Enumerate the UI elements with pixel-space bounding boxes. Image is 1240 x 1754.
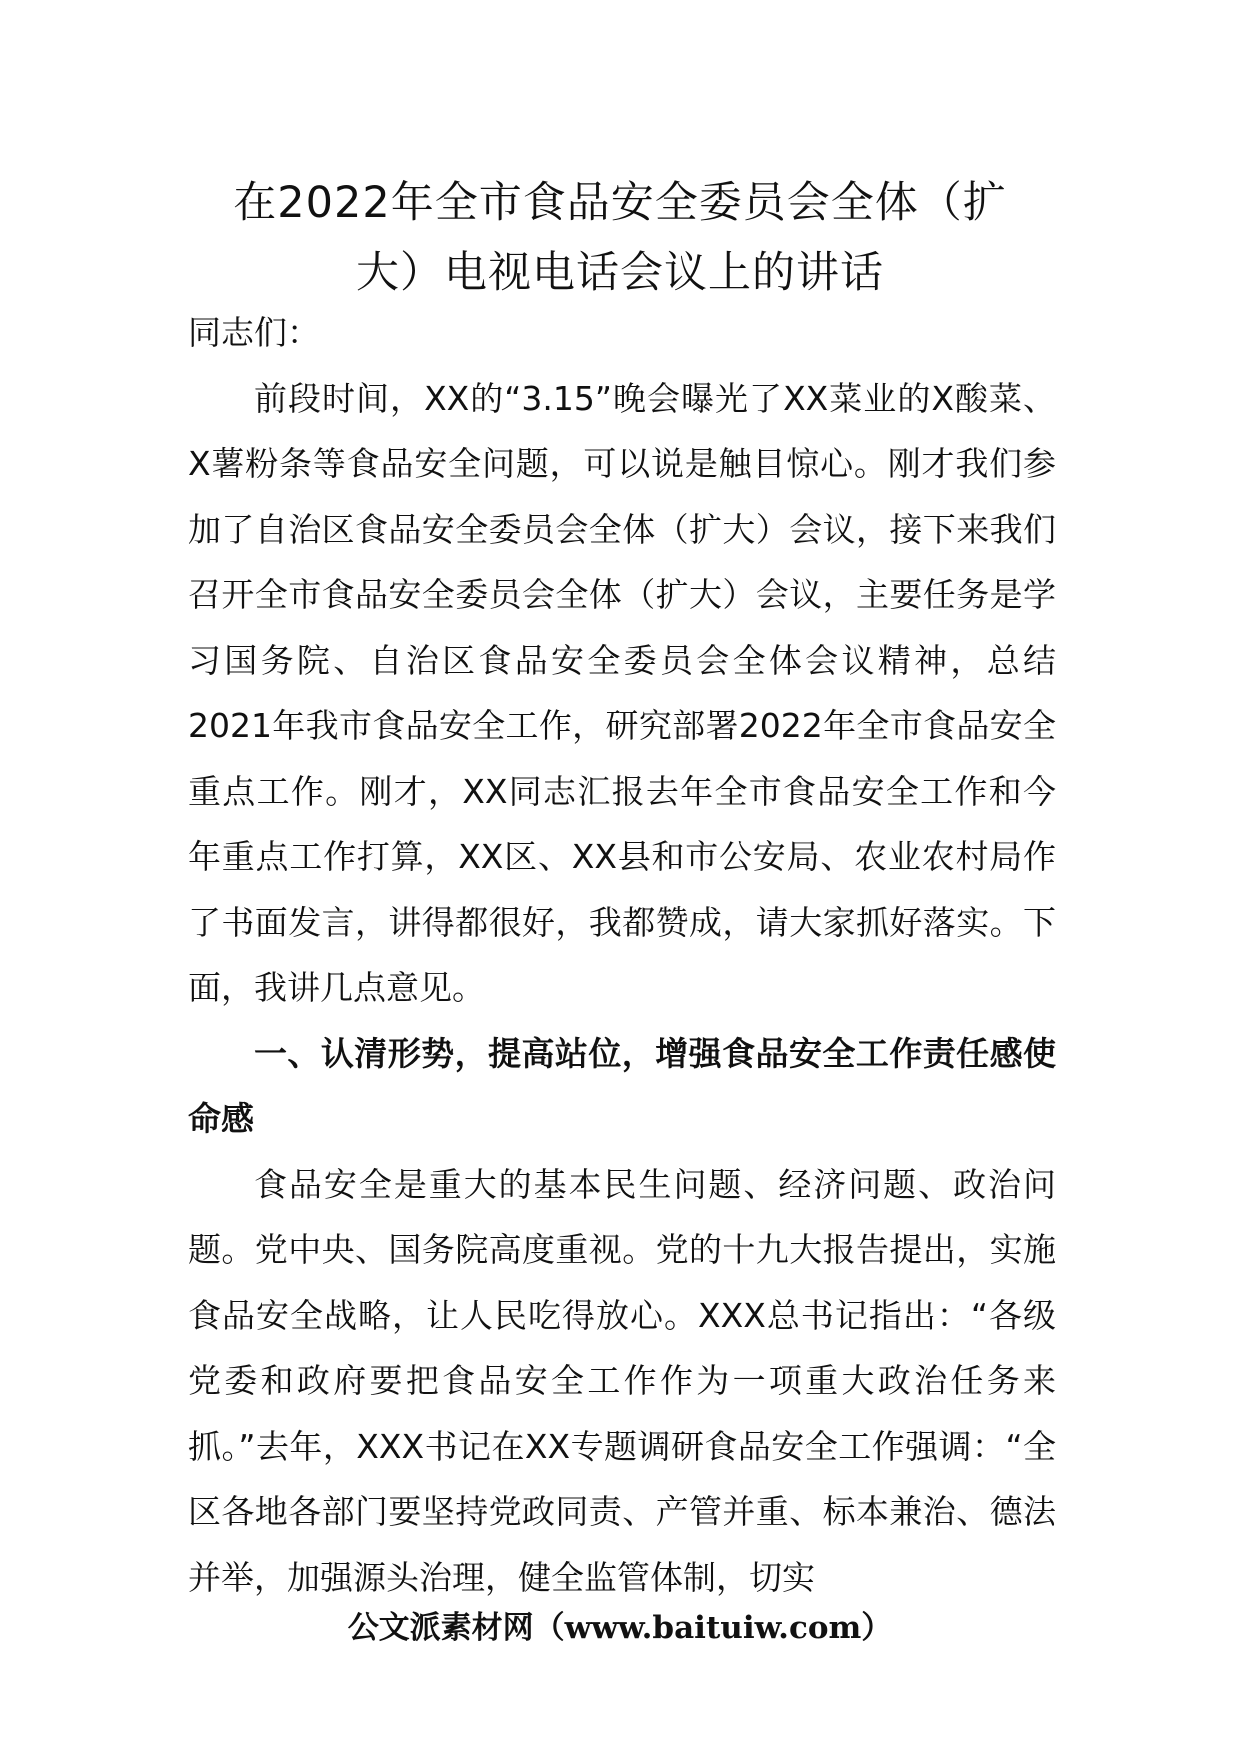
- document-title: [190, 168, 1050, 308]
- title-line-2: 大）电视电话会议上的讲话: [356, 248, 884, 298]
- salutation: 同志们：: [188, 313, 320, 352]
- title-line-1: 在2022年全市食品安全委员会全体（扩: [233, 178, 1007, 228]
- document-body: [188, 300, 1056, 1610]
- section-heading: 一、认清形势，提高站位，增强食品安全工作责任感使命感: [188, 1033, 1056, 1138]
- section-paragraph: 食品安全是重大的基本民生问题、经济问题、政治问题。党中央、国务院高度重视。党的十九大报告提出，实施食品安全战略，让人民吃得放心。XXX总书记指出：“各级党委和政府要把食品安全工作作为一项重大政治任务来抓。”去年，XXX书记在XX专题调研食品安全工作强调：“全区各地各部门要坚持党政同责、产管并重、标本兼治、德法并举，加强源头治理，健全监管体制，切实: [188, 1164, 1056, 1597]
- opening-paragraph: 前段时间，XX的“3.15”晚会曝光了XX菜业的X酸菜、X薯粉条等食品安全问题，可以说是触目惊心。刚才我们参加了自治区食品安全委员会全体（扩大）会议，接下来我们召开全市食品安全委员会全体（扩大）会议，主要任务是学习国务院、自治区食品安全委员会全体会议精神，总结2021年我市食品安全工作，研究部署2022年全市食品安全重点工作。刚才，XX同志汇报去年全市食品安全工作和今年重点工作打算，XX区、XX县和市公安局、农业农村局作了书面发言，讲得都很好，我都赞成，请大家抓好落实。下面，我讲几点意见。: [188, 378, 1056, 1007]
- footer-watermark: 公文派素材网（www.baituiw.com）: [347, 1610, 893, 1646]
